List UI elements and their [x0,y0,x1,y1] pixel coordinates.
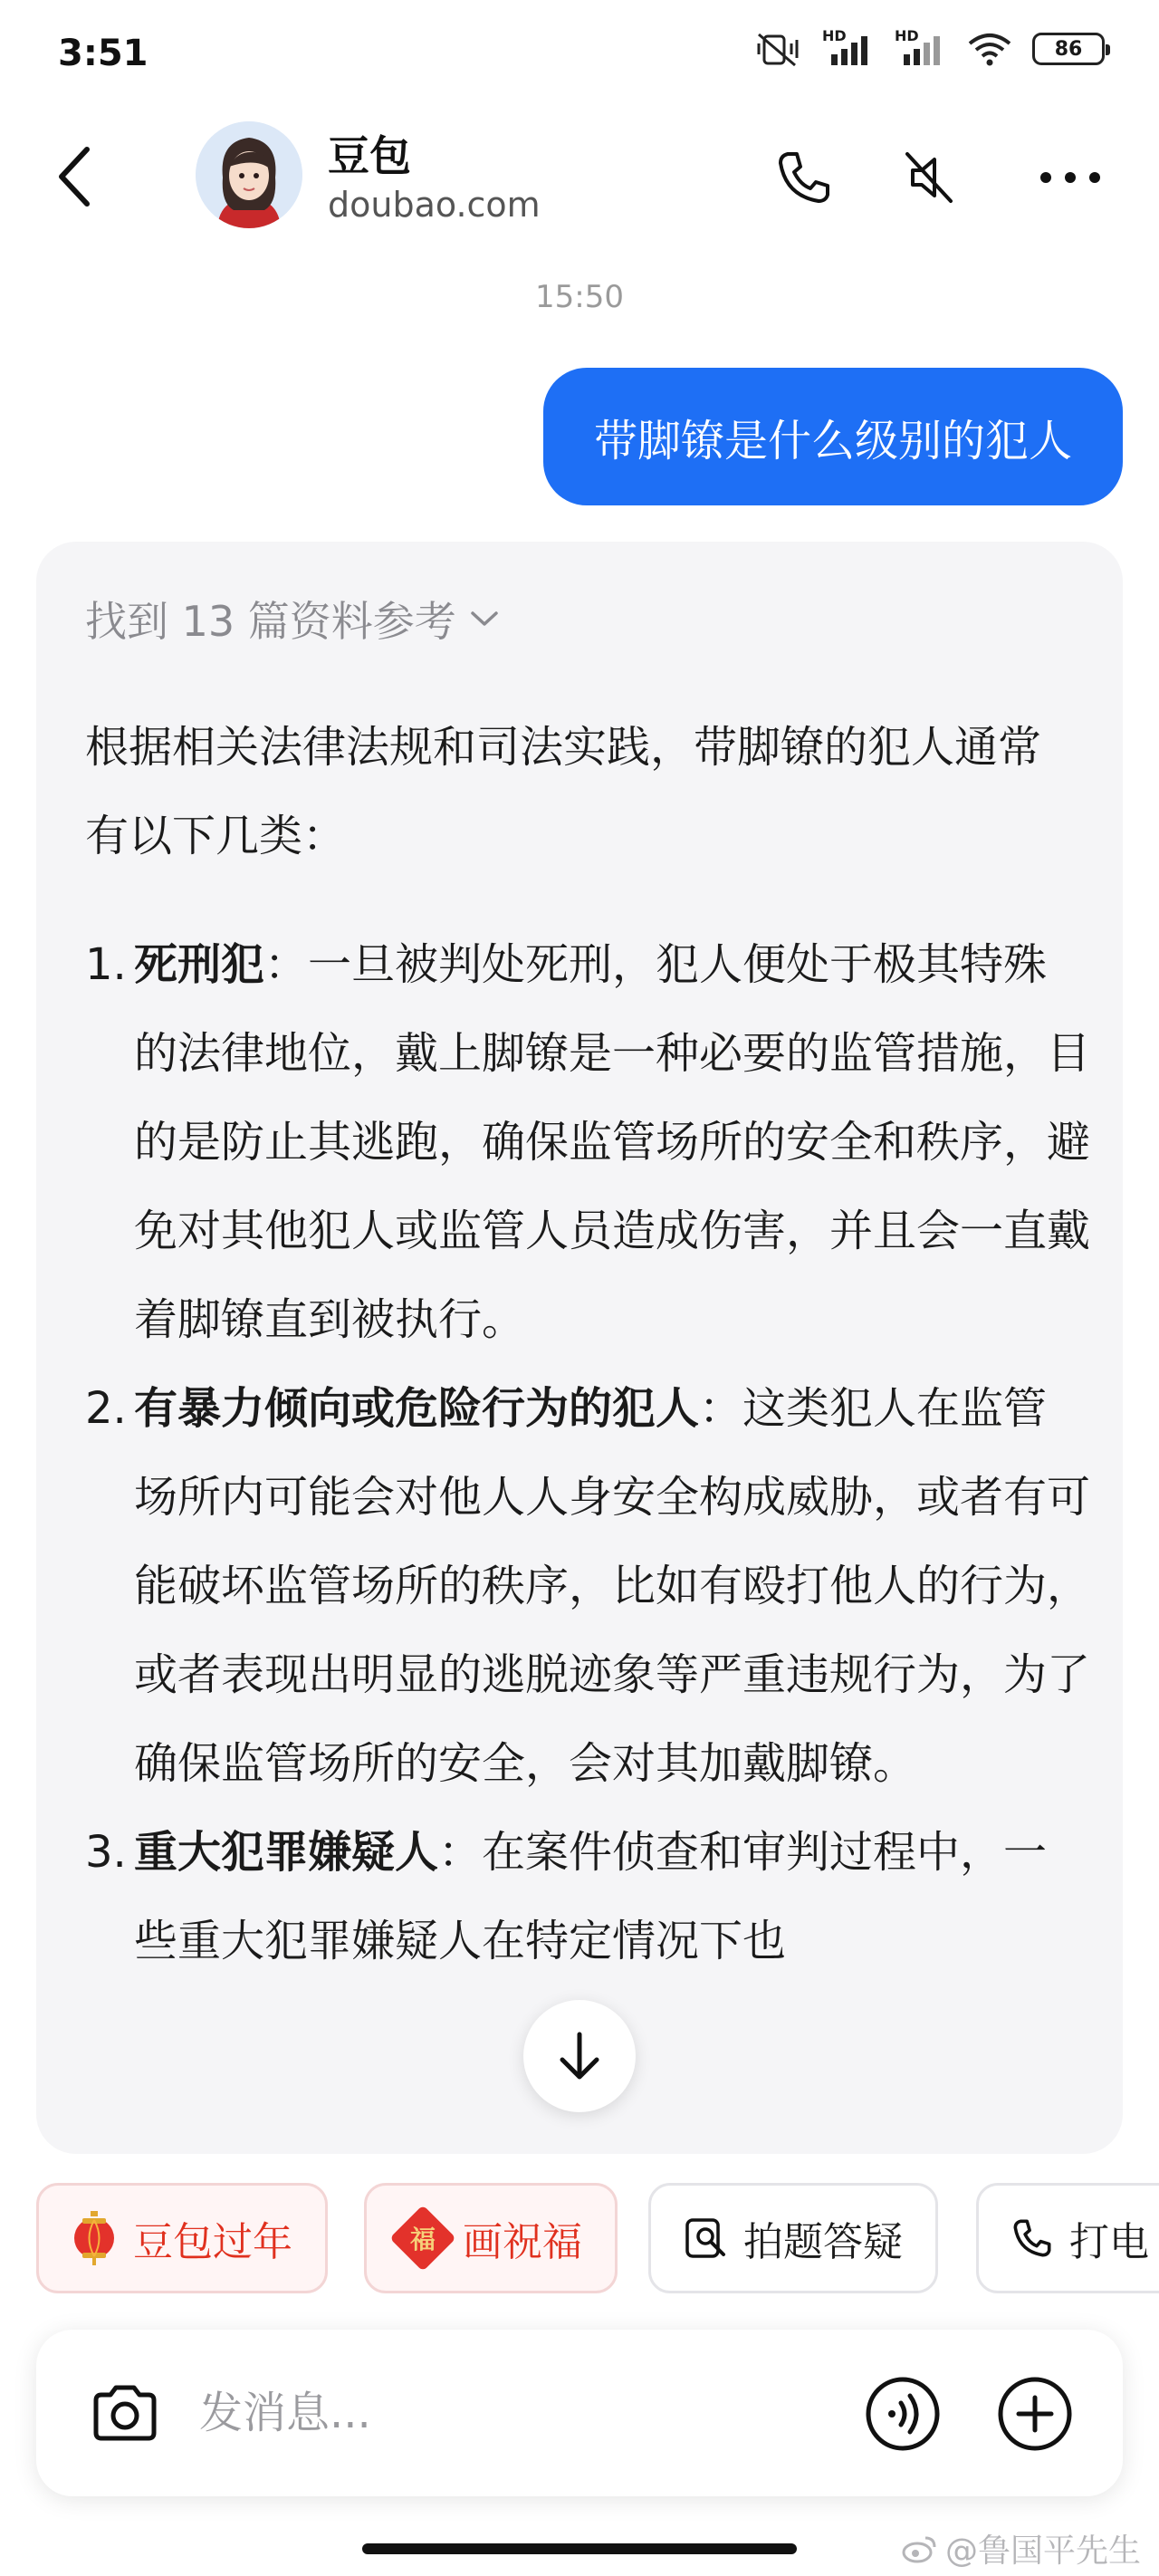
avatar[interactable] [196,121,302,228]
quick-actions-bar [0,2154,1159,2304]
chip-label: 打电 [1069,2219,1149,2265]
chevron-left-icon [56,146,92,207]
message-input[interactable] [199,2379,833,2447]
speaker-muted-icon [900,149,958,207]
references-toggle[interactable] [85,589,500,649]
more-options-button[interactable] [1034,141,1106,214]
add-attachment-button[interactable] [994,2373,1076,2455]
list-item-body [134,1364,1090,1808]
phone-icon [1011,2217,1053,2259]
chevron-down-icon [469,610,500,628]
mute-button[interactable] [893,141,965,214]
more-icon [1039,168,1102,187]
signal-1-hd-label: HD [822,27,847,44]
answer-intro: 根据相关法律法规和司法实践，带脚镣的犯人通常有以下几类： [85,722,1042,861]
signal-2-hd-label: HD [895,27,919,44]
status-bar [0,0,1159,109]
home-indicator[interactable] [362,2543,797,2554]
voice-input-button[interactable] [862,2373,943,2455]
assistant-answer-card [36,542,1123,2154]
answer-list [85,920,1090,1985]
chip-phone-call[interactable] [976,2183,1159,2293]
references-label: 找到 13 篇资料参考 [85,597,456,646]
chip-label: 画祝福 [463,2219,582,2265]
signal-2-icon [895,27,947,67]
camera-button[interactable] [80,2368,170,2458]
contact-name: 豆包 [328,131,411,180]
plus-circle-icon [997,2376,1073,2452]
list-item-text: ：一旦被判处死刑，犯人便处于极其特殊的法律地位，戴上脚镣是一种必要的监管措施，目的是防止其逃跑，确保监管场所的安全和秩序，避免对其他犯人或监管人员造成伤害，并且会一直戴着脚镣直到被执行。 [134,939,1091,1345]
chip-draw-blessing[interactable] [364,2183,618,2293]
list-item-body [134,1808,1090,1985]
signal-1-icon [822,27,875,67]
list-item-number: 1. [85,939,127,990]
mute-vibrate-icon [755,31,802,67]
weibo-icon [902,2534,938,2563]
scroll-to-bottom-button[interactable] [523,2000,636,2112]
answer-list-item [85,920,1090,1364]
fu-icon-text: 福 [409,2224,436,2254]
battery-icon: 86 [1032,33,1105,65]
list-item-title: 重大犯罪嫌疑人 [134,1827,439,1878]
watermark [902,2525,1141,2571]
message-composer [36,2330,1123,2496]
list-item-number: 2. [85,1383,127,1434]
user-message-bubble[interactable]: 带脚镣是什么级别的犯人 [543,368,1123,505]
watermark-text: @鲁国平先生 [944,2533,1141,2570]
chip-label: 拍题答疑 [743,2219,903,2265]
wifi-icon [967,31,1012,67]
chip-photo-question[interactable] [648,2183,938,2293]
voice-wave-icon [865,2376,941,2452]
message-timestamp: 15:50 [535,279,624,315]
voice-call-button[interactable] [768,141,840,214]
answer-list-item [85,1364,1090,1808]
contact-subtitle: doubao.com [328,185,541,225]
lantern-icon [72,2211,117,2265]
fu-icon [389,2205,456,2272]
list-item-text: ：在案件侦查和审判过程中，一些重大犯罪嫌疑人在特定情况下也 [134,1827,1048,1966]
chip-doubao-new-year[interactable] [36,2183,328,2293]
scan-question-icon [684,2216,727,2260]
list-item-text: ：这类犯人在监管场所内可能会对他人人身安全构成威胁，或者有可能破坏监管场所的秩序，比如有殴打他人的行为，或者表现出明显的逃脱迹象等严重违规行为，为了确保监管场所的安全，会对其加戴脚镣。 [134,1383,1091,1789]
list-item-title: 死刑犯 [134,939,265,990]
list-item-title: 有暴力倾向或危险行为的犯人 [134,1383,700,1434]
list-item-body [134,920,1090,1364]
status-time: 3:51 [58,33,148,74]
chip-label: 豆包过年 [133,2219,292,2265]
camera-icon [89,2382,161,2444]
phone-icon [775,149,833,207]
back-button[interactable] [47,136,101,217]
chat-header [0,109,1159,254]
list-item-number: 3. [85,1827,127,1878]
status-icons [755,27,1105,67]
arrow-down-icon [557,2031,602,2081]
answer-list-item [85,1808,1090,1985]
